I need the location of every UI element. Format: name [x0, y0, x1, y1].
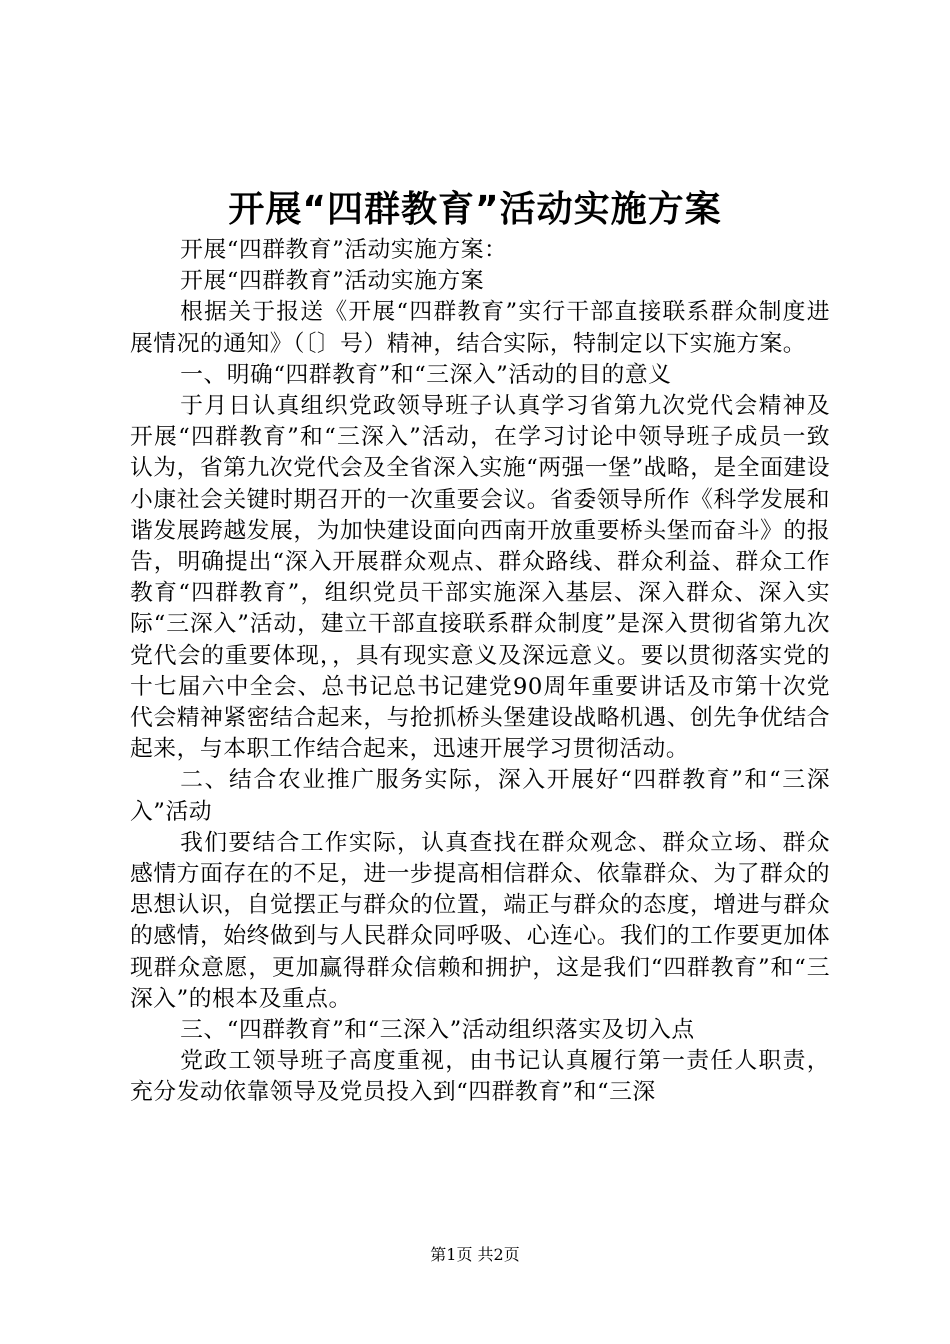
paragraph: 根据关于报送《开展“四群教育”实行干部直接联系群众制度进展情况的通知》（〔〕号）精神，结合实际，特制定以下实施方案。 — [130, 299, 830, 357]
section-heading-1: 一、明确“四群教育”和“三深入”活动的目的意义 — [180, 361, 672, 388]
section-heading-3: 三、“四群教育”和“三深入”活动组织落实及切入点 — [180, 1017, 695, 1044]
paragraph: 于月日认真组织党政领导班子认真学习省第九次党代会精神及开展“四群教育”和“三深入”活动，在学习讨论中领导班子成员一致认为，省第九次党代会及全省深入实施“两强一堡”战略，是全面建设小康社会关键时期召开的一次重要会议。省委领导所作《科学发展和谐发展跨越发展，为加快建设面向西南开放重要桥头堡而奋斗》的报告，明确提出“深入开展群众观点、群众路线、群众利益、群众工作教育“四群教育”，组织党员干部实施深入基层、深入群众、深入实际“三深入”活动，建立干部直接联系群众制度”是深入贯彻省第九次党代会的重要体现，，具有现实意义及深远意义。要以贯彻落实党的十七届六中全会、总书记总书记建党90周年重要讲话及市第十次党代会精神紧密结合起来，与抢抓桥头堡建设战略机遇、创先争优结合起来，与本职工作结合起来，迅速开展学习贯彻活动。 — [130, 393, 830, 763]
paragraph: 党政工领导班子高度重视，由书记认真履行第一责任人职责，充分发动依靠领导及党员投入到“四群教育”和“三深 — [130, 1048, 830, 1106]
document-body — [130, 235, 830, 1109]
document-title: 开展“四群教育”活动实施方案 — [228, 189, 722, 230]
page-number-footer: 第1页 共2页 — [430, 1245, 520, 1264]
paragraph: 开展“四群教育”活动实施方案 — [180, 268, 485, 295]
section-heading-2: 二、结合农业推广服务实际，深入开展好“四群教育”和“三深入”活动 — [130, 767, 830, 825]
paragraph: 我们要结合工作实际，认真查找在群众观念、群众立场、群众感情方面存在的不足，进一步提高相信群众、依靠群众、为了群众的思想认识，自觉摆正与群众的位置，端正与群众的态度，增进与群众的感情，始终做到与人民群众同呼吸、心连心。我们的工作要更加体现群众意愿，更加赢得群众信赖和拥护，这是我们“四群教育”和“三深入”的根本及重点。 — [130, 829, 830, 1012]
paragraph: 开展“四群教育”活动实施方案： — [180, 237, 508, 263]
